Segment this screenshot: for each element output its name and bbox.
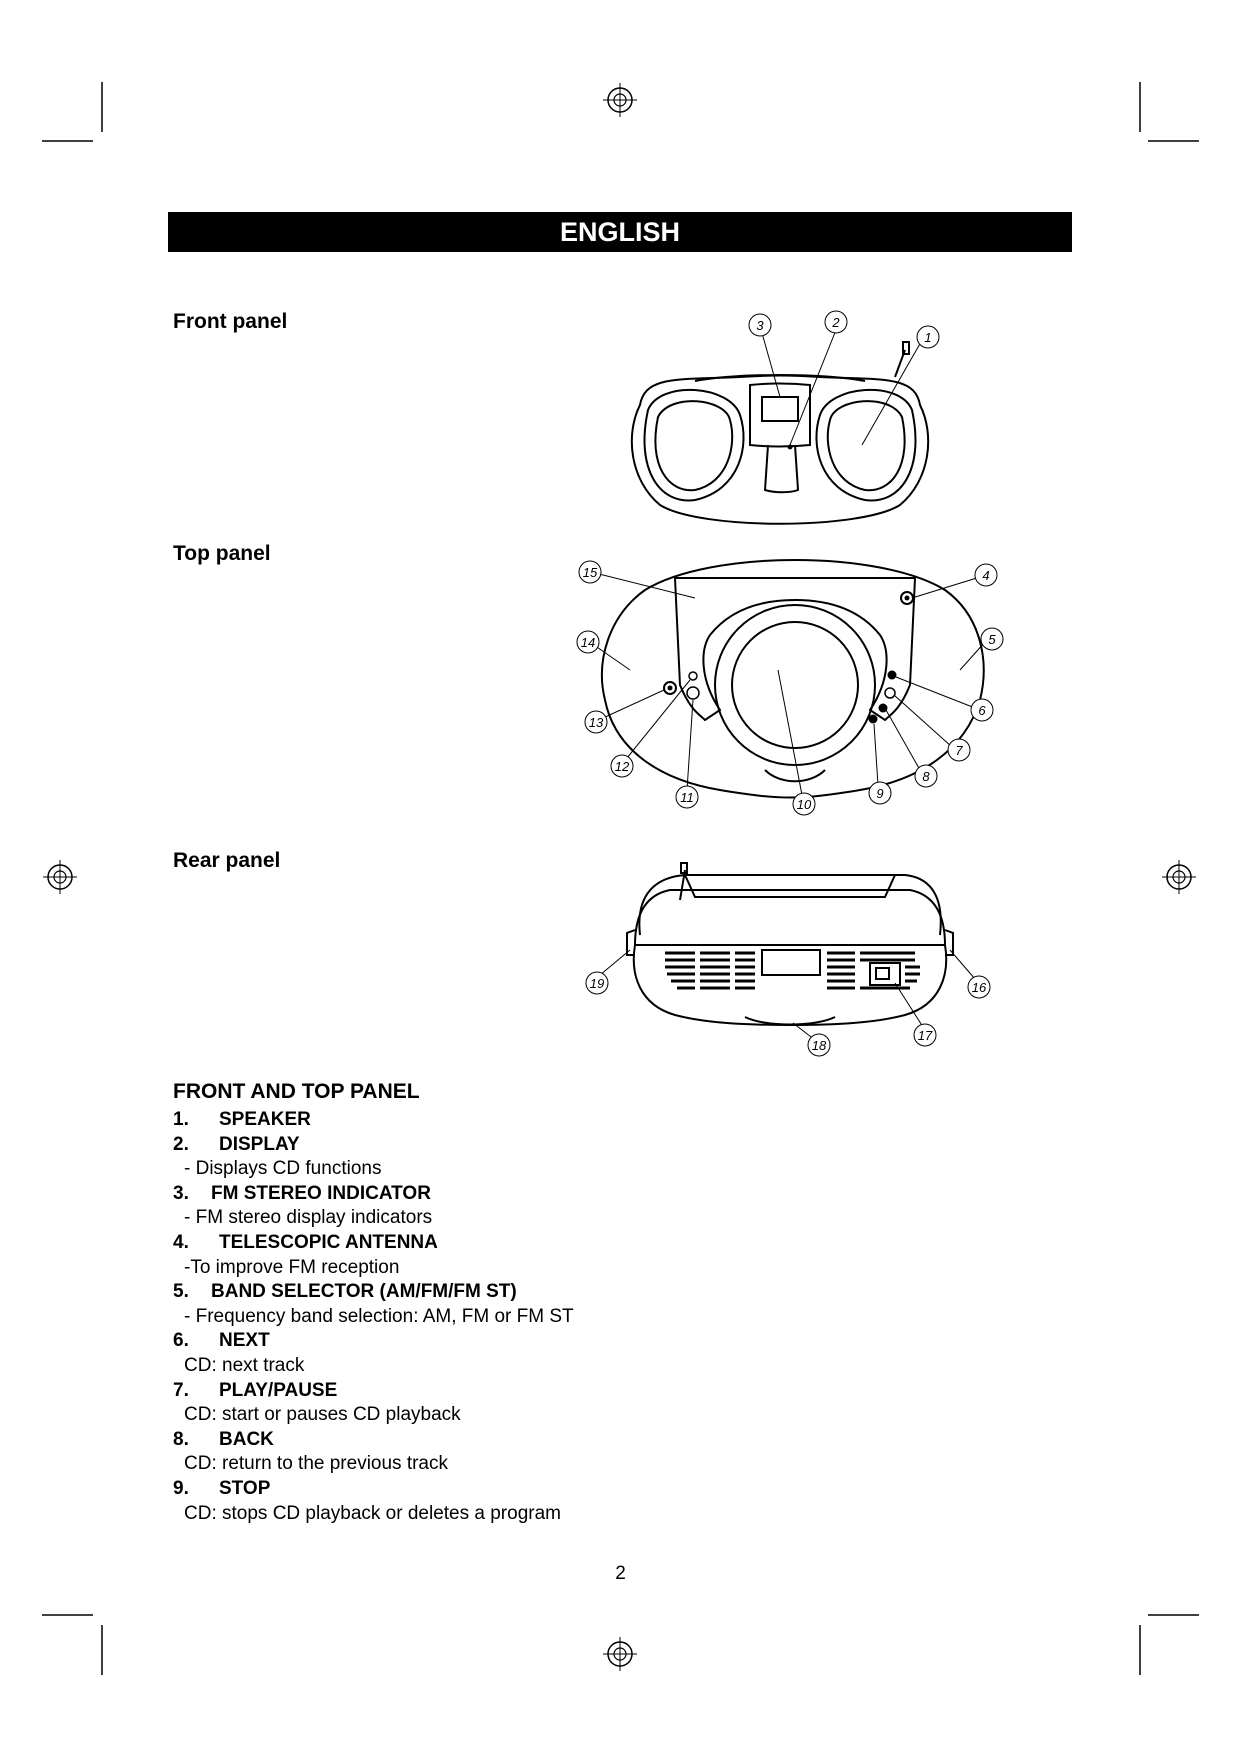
function-list <box>173 1108 873 1526</box>
top-panel-heading: Top panel <box>173 542 271 565</box>
svg-text:5: 5 <box>988 632 996 647</box>
svg-text:15: 15 <box>582 565 598 580</box>
callout-3 <box>749 314 771 336</box>
callout-8 <box>915 765 937 787</box>
list-item-description: - Displays CD functions <box>184 1158 382 1180</box>
svg-text:1: 1 <box>924 330 932 345</box>
callout-11 <box>676 786 698 808</box>
callout-7 <box>948 739 970 761</box>
callout-2 <box>825 311 847 333</box>
callout-10 <box>793 793 815 815</box>
list-item: 9. STOP <box>173 1477 271 1499</box>
list-item-description: -To improve FM reception <box>184 1256 400 1278</box>
callout-6 <box>971 699 993 721</box>
svg-text:10: 10 <box>796 797 812 812</box>
svg-text:16: 16 <box>971 980 987 995</box>
callout-17 <box>914 1024 936 1046</box>
callout-15 <box>579 561 601 583</box>
front-panel-heading: Front panel <box>173 310 288 333</box>
function-list-heading: FRONT AND TOP PANEL <box>173 1080 420 1103</box>
callout-14 <box>577 631 599 653</box>
list-item: 8. BACK <box>173 1428 274 1450</box>
callout-5 <box>981 628 1003 650</box>
svg-text:12: 12 <box>614 759 630 774</box>
callout-19 <box>586 972 608 994</box>
registration-mark-left <box>43 860 77 894</box>
svg-text:2: 2 <box>832 315 840 330</box>
callout-9 <box>869 782 891 804</box>
list-item: 7. PLAY/PAUSE <box>173 1379 338 1401</box>
svg-text:6: 6 <box>978 703 986 718</box>
callout-13 <box>585 711 607 733</box>
callout-12 <box>611 755 633 777</box>
list-item: 6. NEXT <box>173 1330 270 1352</box>
callout-18 <box>808 1034 830 1056</box>
list-item: 5. BAND SELECTOR (AM/FM/FM ST) <box>173 1281 517 1303</box>
svg-text:18: 18 <box>811 1038 827 1053</box>
list-item: 2. DISPLAY <box>173 1133 300 1155</box>
callout-16 <box>968 976 990 998</box>
list-item-description: CD: return to the previous track <box>184 1453 448 1475</box>
list-item-description: - FM stereo display indicators <box>184 1207 433 1229</box>
list-item: 1. SPEAKER <box>173 1109 311 1130</box>
front-panel-diagram <box>600 305 960 530</box>
svg-text:3: 3 <box>756 318 764 333</box>
page-number: 2 <box>615 1563 626 1584</box>
list-item-description: CD: stops CD playback or deletes a program <box>184 1502 561 1524</box>
list-item: 3. FM STEREO INDICATOR <box>173 1182 431 1204</box>
svg-text:19: 19 <box>589 976 605 991</box>
list-item-description: CD: next track <box>184 1354 305 1376</box>
svg-text:17: 17 <box>917 1028 933 1043</box>
callout-4 <box>975 564 997 586</box>
svg-text:4: 4 <box>982 568 990 583</box>
list-item-description: CD: start or pauses CD playback <box>184 1404 461 1426</box>
rear-panel-heading: Rear panel <box>173 849 281 872</box>
svg-text:8: 8 <box>922 769 930 784</box>
list-item-description: - Frequency band selection: AM, FM or FM ST <box>184 1305 574 1327</box>
svg-text:11: 11 <box>680 790 694 805</box>
svg-text:9: 9 <box>876 786 884 801</box>
callout-1 <box>917 326 939 348</box>
rear-panel-diagram <box>575 855 1005 1060</box>
svg-text:13: 13 <box>588 715 604 730</box>
language-banner: ENGLISH <box>168 212 1072 252</box>
list-item: 4. TELESCOPIC ANTENNA <box>173 1231 438 1253</box>
svg-text:7: 7 <box>955 743 963 758</box>
registration-mark-top <box>603 83 637 117</box>
registration-mark-right <box>1162 860 1196 894</box>
svg-text:14: 14 <box>580 635 596 650</box>
registration-mark-bottom <box>603 1637 637 1671</box>
top-panel-diagram <box>560 540 1030 830</box>
